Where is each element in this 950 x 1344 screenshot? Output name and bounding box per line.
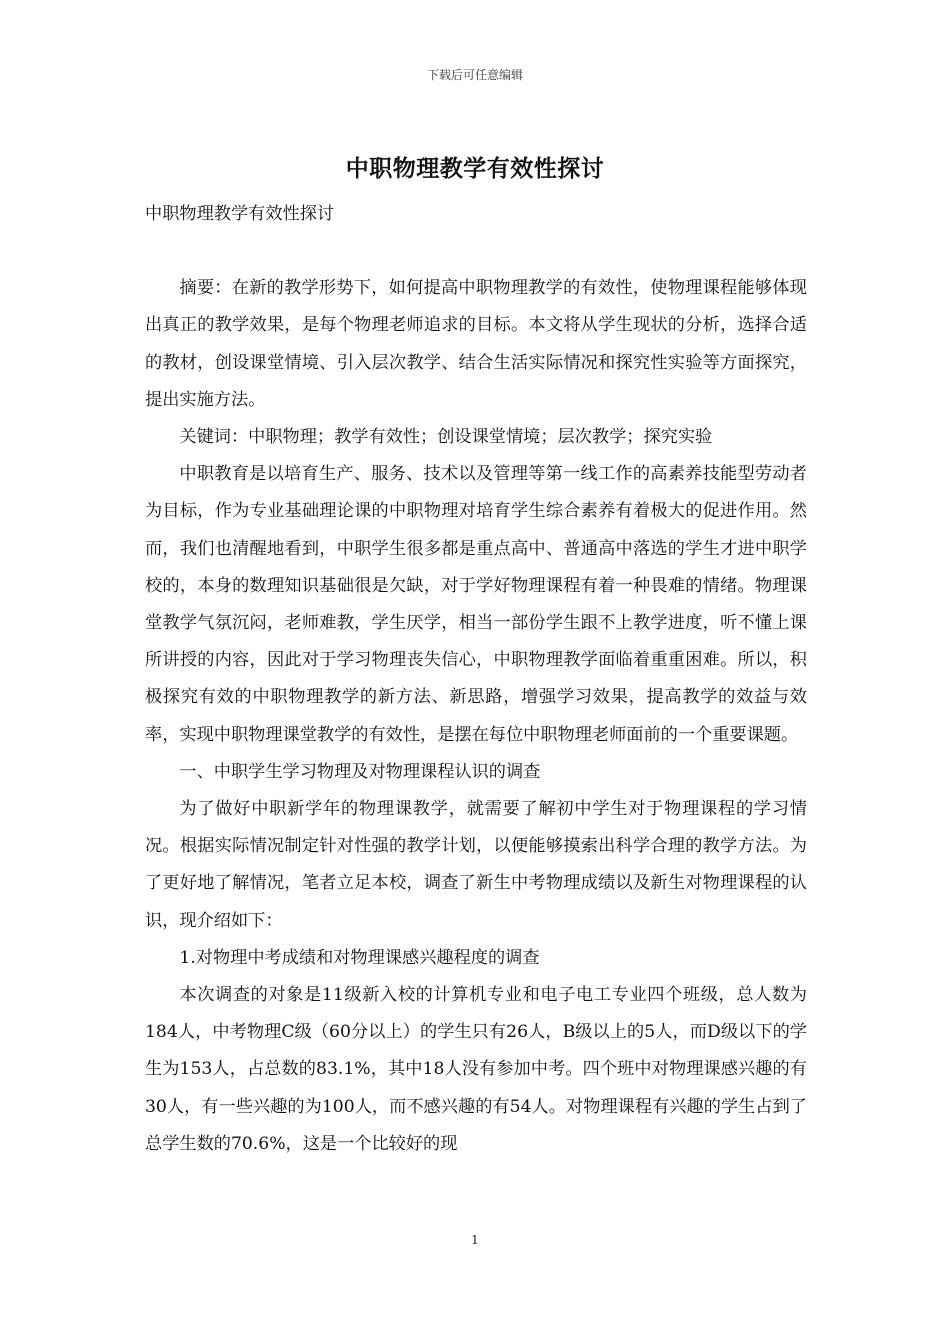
survey-paragraph: 本次调查的对象是11级新入校的计算机专业和电子电工专业四个班级，总人数为184人，中考物理C级（60分以上）的学生只有26人，B级以上的5人，而D级以下的学生为153人，占总数的83.1%，其中18人没有参加中考。四个班中对物理课感兴趣的有30人，有一些兴趣的为100人，而不感兴趣的有54人。对物理课程有兴趣的学生占到了总学生数的70.6%，这是一个比较好的现 (145, 985, 807, 1154)
page-number: 1 (471, 1233, 479, 1247)
document-body (145, 196, 807, 1163)
header-note: 下载后可任意编辑 (426, 68, 523, 82)
abstract-paragraph: 摘要：在新的教学形势下，如何提高中职物理教学的有效性，使物理课程能够体现出真正的教学效果，是每个物理老师追求的目标。本文将从学生现状的分析，选择合适的教材，创设课堂情境、引入层次教学、结合生活实际情况和探究性实验等方面探究，提出实施方法。 (145, 278, 807, 410)
intro-paragraph: 中职教育是以培育生产、服务、技术以及管理等第一线工作的高素养技能型劳动者为目标，作为专业基础理论课的中职物理对培育学生综合素养有着极大的促进作用。然而，我们也清醒地看到，中职学生很多都是重点高中、普通高中落选的学生才进中职学校的，本身的数理知识基础很是欠缺，对于学好物理课程有着一种畏难的情绪。物理课堂教学气氛沉闷，老师难教，学生厌学，相当一部份学生跟不上教学进度，听不懂上课所讲授的内容，因此对于学习物理丧失信心，中职物理教学面临着重重困难。所以，积极探究有效的中职物理教学的新方法、新思路，增强学习效果，提高教学的效益与效率，实现中职物理课堂教学的有效性，是摆在每位中职物理老师面前的一个重要课题。 (145, 464, 807, 745)
section-paragraph-1: 为了做好中职新学年的物理课教学，就需要了解初中学生对于物理课程的学习情况。根据实际情况制定针对性强的教学计划，以便能够摸索出科学合理的教学方法。为了更好地了解情况，笔者立足本校，调查了新生中考物理成绩以及新生对物理课程的认识，现介绍如下： (145, 799, 807, 931)
section-heading-1: 一、中职学生学习物理及对物理课程认识的调查 (179, 761, 541, 782)
subsection-heading-1: 1.对物理中考成绩和对物理课感兴趣程度的调查 (179, 947, 540, 968)
keywords-paragraph: 关键词：中职物理；教学有效性；创设课堂情境；层次教学；探究实验 (179, 427, 713, 448)
document-subtitle: 中职物理教学有效性探讨 (145, 204, 335, 224)
document-title: 中职物理教学有效性探讨 (345, 155, 605, 182)
